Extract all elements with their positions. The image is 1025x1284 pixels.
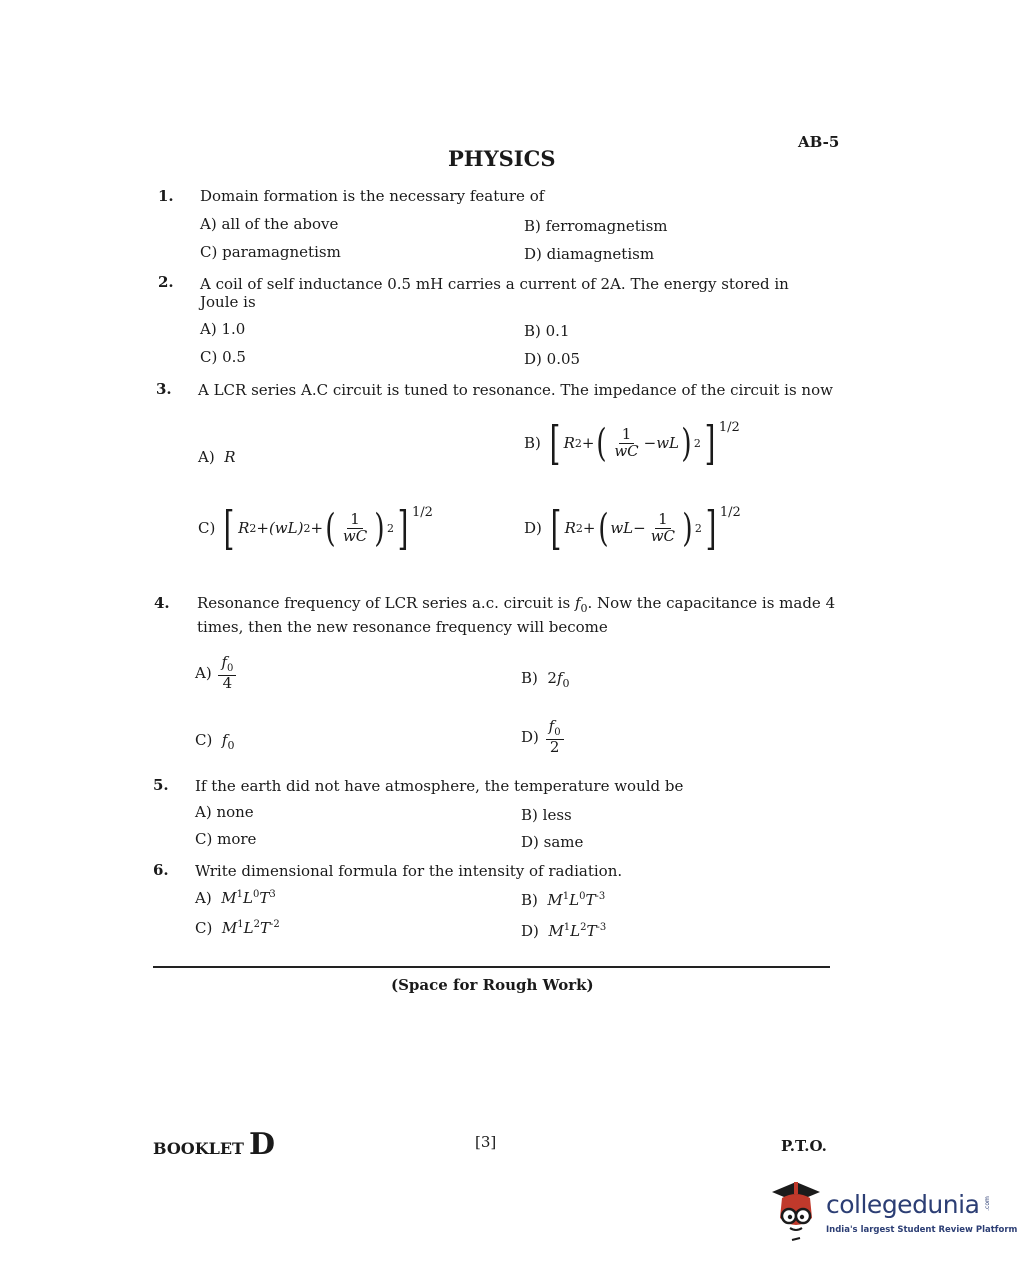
logo-wordmark: collegedunia xyxy=(826,1190,980,1219)
question-number: 5. xyxy=(153,776,169,794)
question-text: A LCR series A.C circuit is tuned to resonance. The impedance of the circuit is now xyxy=(198,381,833,399)
option-b: B) $2f_0$ xyxy=(521,669,570,690)
option-a: A) $M^1L^0T^3$ xyxy=(195,889,276,907)
logo-suffix: .com xyxy=(983,1196,991,1211)
question-number: 1. xyxy=(158,187,174,205)
page-title: PHYSICS xyxy=(448,146,556,171)
pto-label: P.T.O. xyxy=(781,1137,827,1155)
divider-line xyxy=(153,966,830,968)
right-bracket: ] xyxy=(704,416,716,470)
option-d: D) $\frac{f_0}{2}$ xyxy=(521,719,566,755)
rough-work-label: (Space for Rough Work) xyxy=(391,976,594,994)
option-a: A) R xyxy=(198,448,236,466)
option-c: C) paramagnetism xyxy=(200,243,341,261)
option-b: B) $M^1L^0T^{-3}$ xyxy=(521,891,606,909)
option-d: D) diamagnetism xyxy=(524,245,655,263)
option-d: D) same xyxy=(521,833,584,851)
option-c: C) $f_0$ xyxy=(195,731,235,752)
mascot-icon xyxy=(768,1178,824,1244)
option-b: B) 0.1 xyxy=(524,322,570,340)
option-b: B) [ R 2 + ( $\frac{1}{wC}$ − wL ) 2 ] 1/2 xyxy=(524,416,740,470)
question-text-line2: times, then the new resonance frequency will become xyxy=(197,618,608,636)
question-text: If the earth did not have atmosphere, the temperature would be xyxy=(195,777,684,795)
option-c: C) [ R 2 + (wL) 2 + ( $\frac{1}{wC}$ ) 2 ] 1/2 xyxy=(198,501,433,555)
option-c: C) $M^1L^2T^{-2}$ xyxy=(195,919,280,937)
option-c: C) 0.5 xyxy=(200,348,246,366)
option-b: B) less xyxy=(521,806,572,824)
option-d: D) 0.05 xyxy=(524,350,581,368)
option-d: D) $M^1L^2T^{-3}$ xyxy=(521,922,607,940)
option-a: A) 1.0 xyxy=(200,320,246,338)
booklet-code: AB-5 xyxy=(798,133,840,151)
option-b: B) ferromagnetism xyxy=(524,217,668,235)
option-a: A) all of the above xyxy=(200,215,339,233)
question-text-line2: Joule is xyxy=(200,293,256,311)
option-c: C) more xyxy=(195,830,257,848)
booklet-label: BOOKLET D xyxy=(153,1127,275,1162)
question-text: A coil of self inductance 0.5 mH carries a current of 2A. The energy stored in xyxy=(200,275,789,293)
collegedunia-logo xyxy=(768,1178,1018,1248)
left-bracket: [ xyxy=(549,416,561,470)
question-number: 6. xyxy=(153,861,169,879)
page-number: [3] xyxy=(475,1133,497,1151)
question-number: 3. xyxy=(156,380,172,398)
option-a: A) $\frac{f_0}{4}$ xyxy=(195,655,238,691)
option-d: D) [ R 2 + ( wL − $\frac{1}{wC}$ ) 2 ] 1/2 xyxy=(524,501,741,555)
question-number: 4. xyxy=(154,594,170,612)
option-a: A) none xyxy=(195,803,254,821)
question-number: 2. xyxy=(158,273,174,291)
question-text: Write dimensional formula for the intensity of radiation. xyxy=(195,862,623,880)
question-text: Domain formation is the necessary feature of xyxy=(200,187,545,205)
question-text: Resonance frequency of LCR series a.c. circuit is $f_0$. Now the capacitance is made 4 xyxy=(197,594,836,615)
logo-tagline: India's largest Student Review Platform xyxy=(826,1225,1018,1235)
